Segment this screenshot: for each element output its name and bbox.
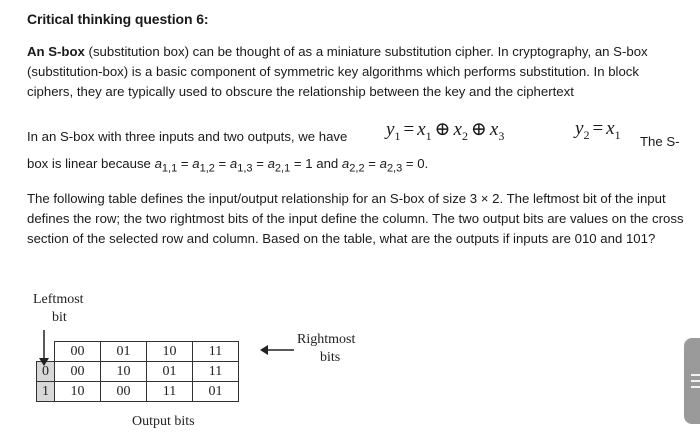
column-header: 11 (193, 342, 239, 362)
table-cell: 11 (147, 382, 193, 402)
leftmost-bit-label: bit (52, 310, 67, 325)
leftmost-label: Leftmost (33, 292, 84, 307)
output-bits-label: Output bits (132, 414, 195, 429)
equation-y2: $y_2 = x_1$ (575, 118, 621, 142)
row-header: 1 (37, 382, 55, 402)
table-cell: 00 (101, 382, 147, 402)
table-cell: 11 (193, 362, 239, 382)
linear-lead-text: In an S-box with three inputs and two outputs, we have (27, 129, 348, 144)
column-header: 00 (55, 342, 101, 362)
sbox-term: An S-box (27, 44, 85, 59)
table-cell: 01 (147, 362, 193, 382)
linear-condition-text: box is linear because $a_{1,1} = a_{1,2} = a_{1,3} = a_{2,1} = 1$ and $a_{2,2} = a_{2,3} = 0$. (27, 156, 429, 175)
rightmost-bits-label: bits (320, 350, 341, 365)
linear-tail-text: The S- (640, 134, 680, 149)
question-heading: Critical thinking question 6: (27, 11, 209, 27)
column-header: 10 (147, 342, 193, 362)
row-header: 0 (37, 362, 55, 382)
side-drawer-handle[interactable] (684, 338, 700, 424)
table-cell: 01 (193, 382, 239, 402)
column-header: 01 (101, 342, 147, 362)
sbox-intro-text: (substitution box) can be thought of as a miniature substitution cipher. In cryptography, an S-box (substitution-box) is a basic component of symmetric key algorithms which performs substitution. In block ciphers, they are typically used to obscure the relationship between the key and the ciphertext (27, 44, 648, 99)
table-description-paragraph: The following table defines the input/output relationship for an S-box of size 3 × 2. The leftmost bit of the input defines the row; the two rightmost bits of the input define the column. The two output bits are values on the cross section of the selected row and column. Based on the table, what are the outputs if inputs are 010 and 101? (27, 191, 684, 246)
equation-y1: $y_1 = x_1$ ⊕ $x_2$ ⊕ $x_3$ (386, 119, 505, 143)
rightmost-arrowhead (260, 345, 268, 355)
table-cell: 00 (55, 362, 101, 382)
table-cell: 10 (101, 362, 147, 382)
rightmost-label: Rightmost (297, 332, 356, 347)
table-cell: 10 (55, 382, 101, 402)
leftmost-arrowhead (39, 358, 49, 366)
